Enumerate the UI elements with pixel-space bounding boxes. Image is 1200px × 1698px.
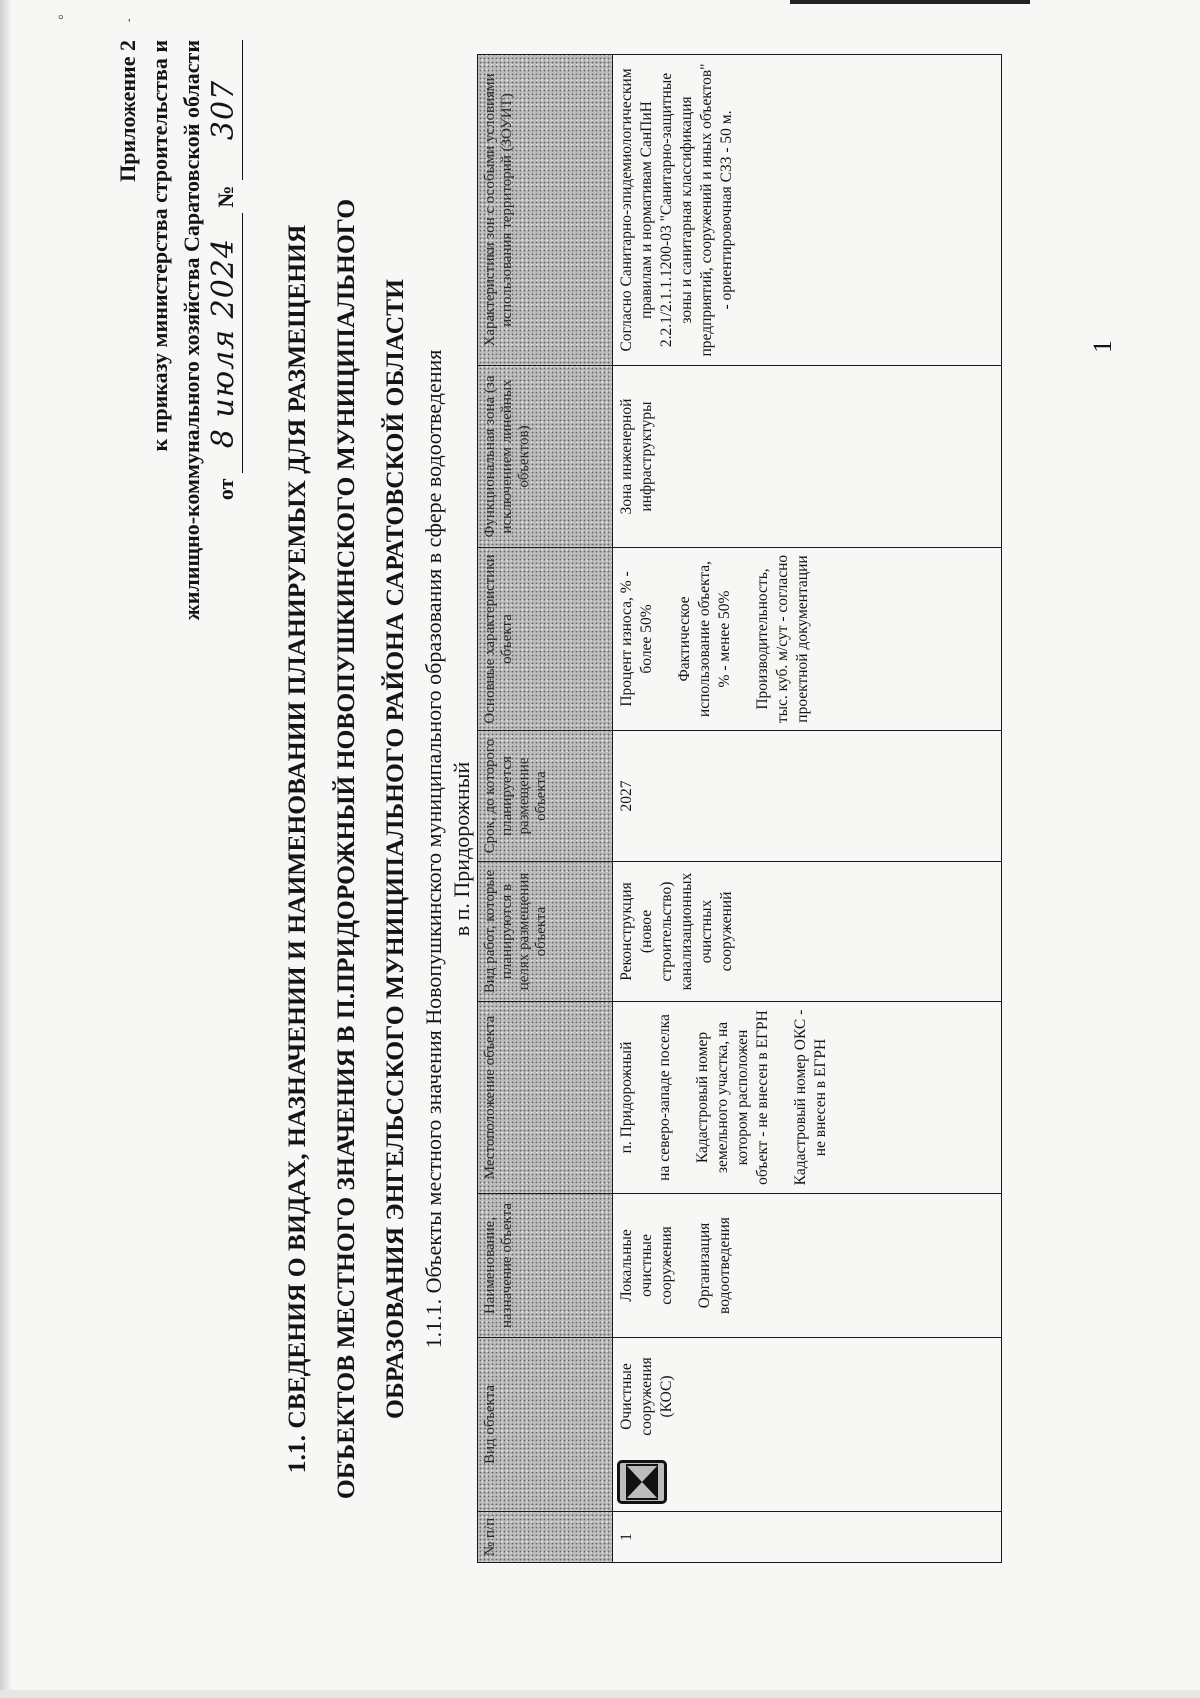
location-3: Кадастровый номер земельного участка, на котором расположен объект - не внесен в ЕГРН bbox=[694, 1010, 771, 1185]
title-line-1: 1.1. СВЕДЕНИЯ О ВИДАХ, НАЗНАЧЕНИИ И НАИМЕНОВАНИИ ПЛАНИРУЕМЫХ ДЛЯ РАЗМЕЩЕНИЯ bbox=[282, 224, 311, 1474]
object-type-text: Очистные сооружения (КОС) bbox=[618, 1357, 675, 1436]
handwritten-number: 307 bbox=[206, 79, 241, 141]
table-header-row bbox=[478, 55, 613, 1563]
cell-functional-zone: Зона инженерной инфраструктуры bbox=[613, 366, 1002, 548]
subtitle-line-2: в п. Придорожный bbox=[449, 761, 474, 937]
appendix-block bbox=[112, 40, 243, 620]
location-2: на северо-западе поселка bbox=[656, 1014, 673, 1181]
scan-speck: ° bbox=[58, 13, 64, 28]
date-underline bbox=[208, 213, 243, 473]
cell-deadline: 2027 bbox=[613, 731, 1002, 862]
handwritten-date: 8 июля 2024 bbox=[206, 238, 241, 449]
header-object-type: Вид объекта bbox=[478, 1338, 613, 1512]
section-subtitle bbox=[420, 0, 476, 1698]
cell-works: Реконструкция (новое строительство) канализационных очистных сооружений bbox=[613, 862, 1002, 1002]
header-number: № п/п bbox=[478, 1512, 613, 1563]
header-deadline: Срок, до которого планируется размещение объекта bbox=[478, 731, 613, 862]
wastewater-treatment-icon bbox=[617, 1460, 667, 1504]
title-line-2: ОБЪЕКТОВ МЕСТНОГО ЗНАЧЕНИЯ В П.ПРИДОРОЖНЫЙ НОВОПУШКИНСКОГО МУНИЦИПАЛЬНОГО bbox=[331, 198, 360, 1500]
characteristic-2: Фактическое использование объекта, % - менее 50% bbox=[676, 560, 733, 718]
appendix-line1: к приказу министерства строительства и bbox=[147, 40, 172, 452]
subtitle-line-1: 1.1.1. Объекты местного значения Новопушкинского муниципального образования в сфере водоотведения bbox=[421, 349, 446, 1349]
cell-name bbox=[613, 1194, 1002, 1338]
number-underline bbox=[208, 40, 243, 180]
document-title bbox=[272, 0, 419, 1698]
appendix-line2: жилищно-коммунального хозяйства Саратовской области bbox=[179, 40, 204, 621]
appendix-title: Приложение 2 bbox=[115, 40, 140, 182]
cell-location bbox=[613, 1002, 1002, 1194]
table-row bbox=[613, 55, 1002, 1563]
name-line-2: Организация водоотведения bbox=[696, 1217, 733, 1314]
date-prefix: от bbox=[213, 478, 238, 501]
header-name: Наименование, назначение объекта bbox=[478, 1194, 613, 1338]
scan-speck: ' bbox=[128, 17, 131, 32]
cell-object-type bbox=[613, 1338, 1002, 1512]
header-works: Вид работ, которые планируются в целях размещения объекта bbox=[478, 862, 613, 1002]
page-number: 1 bbox=[1088, 340, 1117, 353]
appendix-date-row bbox=[208, 40, 243, 620]
number-label: № bbox=[213, 185, 238, 208]
header-characteristics: Основные характеристики объекта bbox=[478, 548, 613, 731]
hourglass-icon bbox=[623, 1463, 661, 1501]
objects-table bbox=[477, 54, 1002, 1563]
characteristic-3: Производительность, тыс. куб. м/сут - согласно проектной документации bbox=[754, 554, 811, 724]
location-1: п. Придорожный bbox=[618, 1041, 635, 1154]
header-functional-zone: Функциональная зона (за исключением линейных объектов) bbox=[478, 366, 613, 548]
title-line-3: ОБРАЗОВАНИЯ ЭНГЕЛЬССКОГО МУНИЦИПАЛЬНОГО РАЙОНА САРАТОВСКОЙ ОБЛАСТИ bbox=[380, 279, 409, 1419]
name-line-1: Локальные очистные сооружения bbox=[618, 1226, 675, 1305]
characteristic-1: Процент износа, % - более 50% bbox=[618, 571, 655, 707]
header-location: Местоположение объекта bbox=[478, 1002, 613, 1194]
cell-zouit: Согласно Санитарно-эпидемиологическим правилам и нормативам СанПиН 2.2.1/2.1.1.1200-03 "Санитарно-защитные зоны и санитарная классификация предприятий, сооружений и иных объектов" - ориентировочная СЗЗ - 50 м. bbox=[613, 55, 1002, 366]
location-4: Кадастровый номер ОКС - не внесен в ЕГРН bbox=[792, 1009, 829, 1186]
cell-number: 1 bbox=[613, 1512, 1002, 1563]
cell-characteristics bbox=[613, 548, 1002, 731]
header-zouit: Характеристики зон с особыми условиями использования территорий (ЗОУИТ) bbox=[478, 55, 613, 366]
